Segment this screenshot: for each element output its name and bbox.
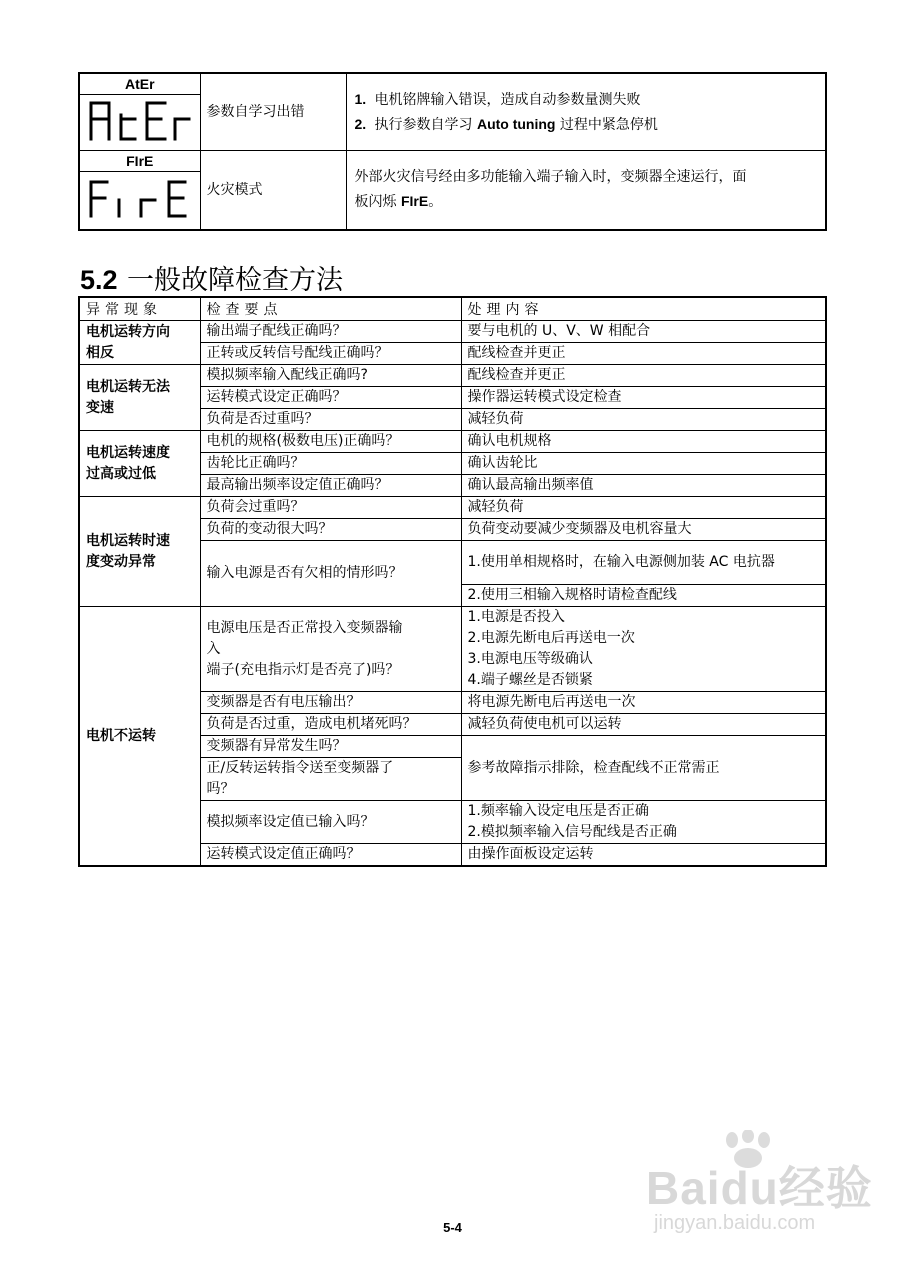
column-header: 处理内容 [461, 297, 826, 321]
check-cell [200, 758, 461, 801]
action-line: 2.模拟频率输入信号配线是否正确 [467, 824, 677, 840]
item-number: 2. [354, 116, 367, 132]
symptom-cell [79, 365, 200, 431]
action-cell: 2.使用三相输入规格时请检查配线 [461, 585, 826, 607]
description-item [355, 112, 820, 137]
check-line: 吗？ [206, 781, 235, 797]
item-bold-text: Auto tuning [476, 116, 556, 132]
symptom-cell [79, 497, 200, 607]
item-text: 板闪烁 [354, 194, 401, 211]
symptom-cell: 电机不运转 [79, 607, 200, 867]
action-cell: 确认电机规格 [461, 431, 826, 453]
action-cell: 确认齿轮比 [461, 453, 826, 475]
section-title [80, 258, 343, 297]
action-cell: 将电源先断电后再送电一次 [461, 692, 826, 714]
symptom-line: 度变动异常 [86, 553, 156, 570]
item-text: 执行参数自学习 [374, 117, 477, 133]
symptom-line: 电机运转速度 [86, 444, 170, 461]
symptom-line: 电机运转方向 [86, 323, 170, 340]
symptom-cell [79, 431, 200, 497]
description-line: 外部火灾信号经由多功能输入端子输入时，变频器全速运行，面 [354, 169, 747, 186]
check-cell: 运转模式设定正确吗？ [200, 387, 461, 409]
check-cell: 电机的规格(极数电压)正确吗？ [200, 431, 461, 453]
action-line: 1.频率输入设定电压是否正确 [467, 803, 649, 819]
table-row [79, 321, 826, 343]
table-row [79, 497, 826, 519]
fault-name: 参数自学习出错 [200, 73, 346, 151]
section-title-text: 一般故障检查方法 [126, 265, 343, 296]
watermark-brand: Baidu经验 [646, 1162, 873, 1214]
check-cell: 变频器有异常发生吗？ [200, 736, 461, 758]
action-line: 1.电源是否投入 [467, 609, 565, 625]
section-number: 5.2 [80, 265, 118, 295]
item-bold-text: FIrE [400, 193, 429, 210]
action-cell: 参考故障指示排除，检查配线不正常需正 [461, 736, 826, 801]
item-number: 1. [354, 91, 367, 107]
action-cell: 确认最高输出频率值 [461, 475, 826, 497]
action-cell: 减轻负荷使电机可以运转 [461, 714, 826, 736]
fault-code-label: AtEr [79, 73, 200, 95]
seven-segment-display [79, 172, 200, 230]
symptom-line: 变速 [86, 399, 114, 416]
check-cell: 输入电源是否有欠相的情形吗？ [200, 541, 461, 607]
description-item [355, 87, 820, 112]
action-cell: 配线检查并更正 [461, 343, 826, 365]
check-cell: 负荷是否过重，造成电机堵死吗？ [200, 714, 461, 736]
check-cell: 负荷是否过重吗？ [200, 409, 461, 431]
action-line: 2.电源先断电后再送电一次 [467, 630, 635, 646]
check-cell: 运转模式设定值正确吗？ [200, 844, 461, 867]
item-text: 电机铭牌输入错误，造成自动参数量测失败 [374, 92, 641, 108]
check-cell: 齿轮比正确吗？ [200, 453, 461, 475]
symptom-line: 电机运转无法 [86, 378, 170, 395]
item-text: 。 [428, 194, 443, 211]
action-cell: 操作器运转模式设定检查 [461, 387, 826, 409]
action-cell: 减轻负荷 [461, 497, 826, 519]
action-cell: 配线检查并更正 [461, 365, 826, 387]
item-text: 过程中紧急停机 [555, 117, 658, 133]
seven-segment-fire [85, 174, 195, 220]
fault-description [346, 73, 826, 151]
table-row [79, 607, 826, 692]
symptom-line: 过高或过低 [86, 465, 156, 482]
symptom-line: 相反 [86, 344, 114, 361]
check-cell: 正转或反转信号配线正确吗？ [200, 343, 461, 365]
check-line: 正/反转运转指令送至变频器了 [206, 760, 394, 776]
check-cell: 变频器是否有电压输出？ [200, 692, 461, 714]
check-cell: 输出端子配线正确吗？ [200, 321, 461, 343]
action-cell: 由操作面板设定运转 [461, 844, 826, 867]
fault-description [346, 151, 826, 230]
watermark-url: jingyan.baidu.com [654, 1212, 816, 1234]
fault-name: 火灾模式 [200, 151, 346, 230]
action-cell [461, 607, 826, 692]
check-cell: 模拟频率输入配线正确吗? [200, 365, 461, 387]
table-row [79, 365, 826, 387]
fault-code-table [78, 72, 827, 231]
fault-code-label: FIrE [79, 151, 200, 172]
check-cell: 最高输出频率设定值正确吗？ [200, 475, 461, 497]
action-cell [461, 801, 826, 844]
troubleshooting-table [78, 296, 827, 867]
seven-segment-ater [85, 97, 195, 143]
check-line: 电源电压是否正常投入变频器输 [206, 619, 403, 636]
description-line [355, 189, 820, 214]
check-line: 入 [206, 640, 221, 657]
check-cell [200, 607, 461, 692]
check-cell: 负荷会过重吗？ [200, 497, 461, 519]
table-header-row [79, 297, 826, 321]
action-cell: 负荷变动要减少变频器及电机容量大 [461, 519, 826, 541]
action-line: 3.电源电压等级确认 [467, 651, 593, 667]
action-cell: 减轻负荷 [461, 409, 826, 431]
column-header: 检查要点 [200, 297, 461, 321]
symptom-cell [79, 321, 200, 365]
check-line: 端子(充电指示灯是否亮了)吗？ [206, 661, 400, 678]
action-cell: 1.使用单相规格时，在输入电源侧加装 AC 电抗器 [461, 541, 826, 585]
symptom-line: 电机运转时速 [86, 532, 170, 549]
check-cell: 模拟频率设定值已输入吗？ [200, 801, 461, 844]
action-line: 4.端子螺丝是否锁紧 [467, 672, 593, 688]
check-cell: 负荷的变动很大吗？ [200, 519, 461, 541]
column-header: 异常现象 [79, 297, 200, 321]
action-cell: 要与电机的 U、V、W 相配合 [461, 321, 826, 343]
seven-segment-display [79, 95, 200, 151]
page-number: 5-4 [443, 1220, 462, 1235]
table-row [79, 431, 826, 453]
